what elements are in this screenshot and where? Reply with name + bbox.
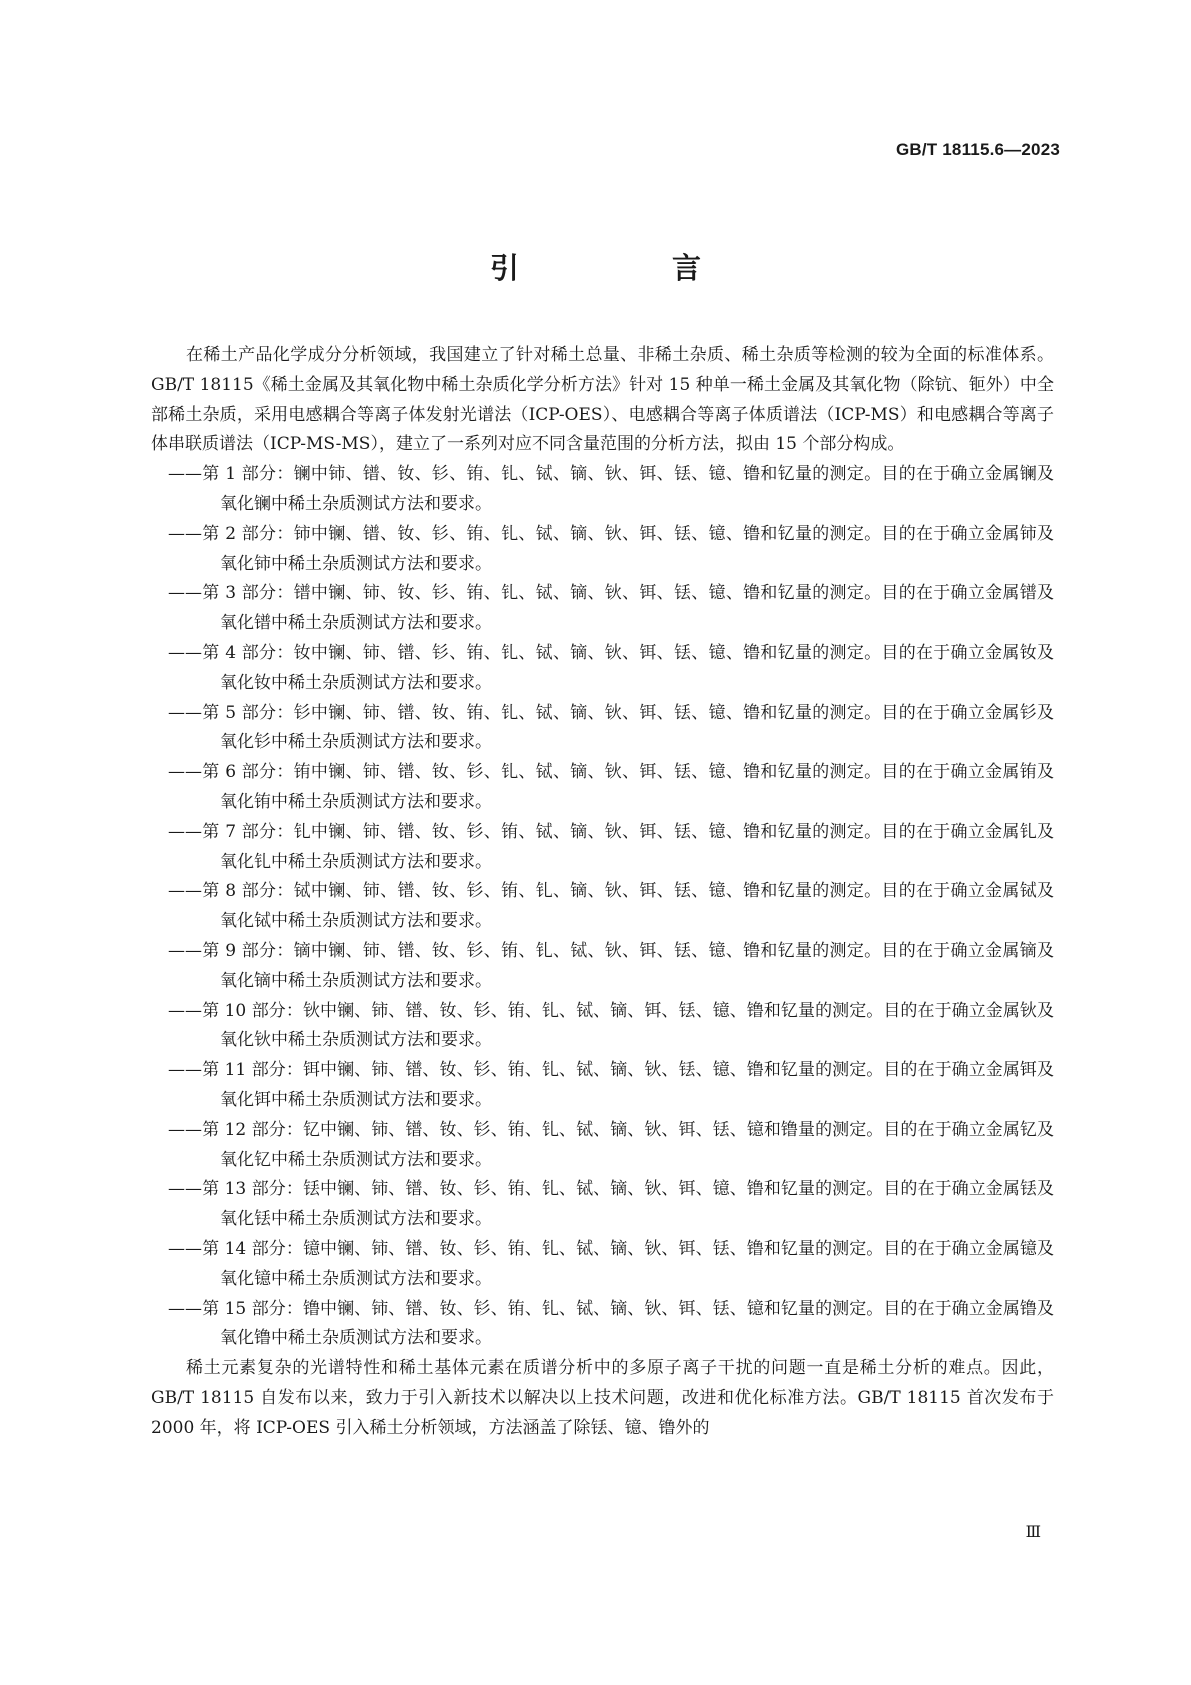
part-item: ——第 14 部分：镱中镧、铈、镨、钕、钐、铕、钆、铽、镝、钬、铒、铥、镥和钇量的测定。目的在于确立金属镱及氧化镱中稀土杂质测试方法和要求。 (168, 1238, 1054, 1289)
part-item: ——第 6 部分：铕中镧、铈、镨、钕、钐、钆、铽、镝、钬、铒、铥、镱、镥和钇量的测定。目的在于确立金属铕及氧化铕中稀土杂质测试方法和要求。 (168, 762, 1054, 812)
standard-code: GB/T 18115.6—2023 (895, 140, 1060, 159)
part-item: ——第 2 部分：铈中镧、镨、钕、钐、铕、钆、铽、镝、钬、铒、铥、镱、镥和钇量的测定。目的在于确立金属铈及氧化铈中稀土杂质测试方法和要求。 (168, 523, 1054, 574)
part-item: ——第 15 部分：镥中镧、铈、镨、钕、钐、铕、钆、铽、镝、钬、铒、铥、镱和钇量的测定。目的在于确立金属镥及氧化镥中稀土杂质测试方法和要求。 (168, 1298, 1054, 1349)
part-item: ——第 13 部分：铥中镧、铈、镨、钕、钐、铕、钆、铽、镝、钬、铒、镱、镥和钇量的测定。目的在于确立金属铥及氧化铥中稀土杂质测试方法和要求。 (168, 1179, 1054, 1230)
part-item: ——第 7 部分：钆中镧、铈、镨、钕、钐、铕、铽、镝、钬、铒、铥、镱、镥和钇量的测定。目的在于确立金属钆及氧化钆中稀土杂质测试方法和要求。 (168, 821, 1054, 872)
part-item: ——第 1 部分：镧中铈、镨、钕、钐、铕、钆、铽、镝、钬、铒、铥、镱、镥和钇量的测定。目的在于确立金属镧及氧化镧中稀土杂质测试方法和要求。 (168, 464, 1054, 514)
part-item: ——第 10 部分：钬中镧、铈、镨、钕、钐、铕、钆、铽、镝、铒、铥、镱、镥和钇量的测定。目的在于确立金属钬及氧化钬中稀土杂质测试方法和要求。 (168, 1000, 1054, 1051)
body-text (151, 341, 1054, 1443)
page-number: Ⅲ (1025, 1522, 1041, 1541)
parts-list (151, 460, 1054, 1354)
part-item: ——第 3 部分：镨中镧、铈、钕、钐、铕、钆、铽、镝、钬、铒、铥、镱、镥和钇量的测定。目的在于确立金属镨及氧化镨中稀土杂质测试方法和要求。 (168, 583, 1054, 634)
part-item: ——第 11 部分：铒中镧、铈、镨、钕、钐、铕、钆、铽、镝、钬、铥、镱、镥和钇量的测定。目的在于确立金属铒及氧化铒中稀土杂质测试方法和要求。 (168, 1060, 1054, 1110)
part-item: ——第 9 部分：镝中镧、铈、镨、钕、钐、铕、钆、铽、钬、铒、铥、镱、镥和钇量的测定。目的在于确立金属镝及氧化镝中稀土杂质测试方法和要求。 (168, 940, 1054, 991)
part-item: ——第 4 部分：钕中镧、铈、镨、钐、铕、钆、铽、镝、钬、铒、铥、镱、镥和钇量的测定。目的在于确立金属钕及氧化钕中稀土杂质测试方法和要求。 (168, 642, 1054, 693)
page-title: 引 言 (489, 251, 763, 285)
part-item: ——第 8 部分：铽中镧、铈、镨、钕、钐、铕、钆、镝、钬、铒、铥、镱、镥和钇量的测定。目的在于确立金属铽及氧化铽中稀土杂质测试方法和要求。 (168, 881, 1054, 932)
part-item: ——第 5 部分：钐中镧、铈、镨、钕、铕、钆、铽、镝、钬、铒、铥、镱、镥和钇量的测定。目的在于确立金属钐及氧化钐中稀土杂质测试方法和要求。 (168, 702, 1054, 753)
intro-paragraph: 在稀土产品化学成分分析领域，我国建立了针对稀土总量、非稀土杂质、稀土杂质等检测的较为全面的标准体系。GB/T 18115《稀土金属及其氧化物中稀土杂质化学分析方法》针对 15 种单一稀土金属及其氧化物（除钪、钷外）中全部稀土杂质，采用电感耦合等离子体发射光谱法（ICP-OES）、电感耦合等离子体质谱法（ICP-MS）和电感耦合等离子体串联质谱法（ICP-MS-MS），建立了一系列对应不同含量范围的分析方法，拟由 15 个部分构成。 (151, 345, 1054, 455)
part-item: ——第 12 部分：钇中镧、铈、镨、钕、钐、铕、钆、铽、镝、钬、铒、铥、镱和镥量的测定。目的在于确立金属钇及氧化钇中稀土杂质测试方法和要求。 (168, 1119, 1054, 1170)
closing-paragraph: 稀土元素复杂的光谱特性和稀土基体元素在质谱分析中的多原子离子干扰的问题一直是稀土分析的难点。因此，GB/T 18115 自发布以来，致力于引入新技术以解决以上技术问题，改进和优化标准方法。GB/T 18115 首次发布于 2000 年，将 ICP-OES 引入稀土分析领域，方法涵盖了除铥、镱、镥外的 (151, 1358, 1054, 1438)
